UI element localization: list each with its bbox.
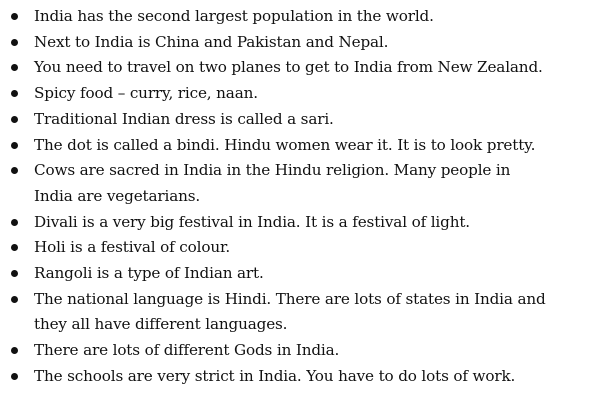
bullet-icon bbox=[11, 219, 18, 226]
bullet-icon bbox=[11, 90, 18, 97]
list-item-text: Cows are sacred in India in the Hindu religion. Many people in bbox=[34, 161, 511, 180]
bullet-icon bbox=[11, 296, 18, 303]
list-item-text: There are lots of different Gods in India. bbox=[34, 341, 340, 360]
list-item bbox=[8, 210, 608, 236]
list-item bbox=[8, 261, 608, 287]
list-item-text: Rangoli is a type of Indian art. bbox=[34, 264, 264, 283]
list-item-text: The schools are very strict in India. You have to do lots of work. bbox=[34, 366, 516, 385]
bullet-icon bbox=[11, 64, 18, 71]
list-item-text: India has the second largest population in the world. bbox=[34, 7, 434, 25]
list-item-text-continued: they all have different languages. bbox=[34, 315, 288, 334]
list-item-text: Holi is a festival of colour. bbox=[34, 238, 231, 257]
list-item bbox=[8, 4, 608, 30]
list-item bbox=[8, 287, 608, 338]
list-item bbox=[8, 107, 608, 133]
list-item bbox=[8, 30, 608, 56]
bullet-icon bbox=[11, 167, 18, 174]
list-item bbox=[8, 235, 608, 261]
list-item bbox=[8, 55, 608, 81]
list-item bbox=[8, 133, 608, 159]
bullet-icon bbox=[11, 13, 18, 20]
bullet-icon bbox=[11, 347, 18, 354]
list-item-text-continued: India are vegetarians. bbox=[34, 186, 201, 205]
bullet-icon bbox=[11, 373, 18, 380]
list-item-text: Spicy food – curry, rice, naan. bbox=[34, 84, 258, 103]
list-item bbox=[8, 81, 608, 107]
india-facts-list bbox=[8, 4, 608, 390]
list-item-text: The national language is Hindi. There are lots of states in India and bbox=[34, 289, 546, 308]
list-item bbox=[8, 364, 608, 390]
list-item-text: The dot is called a bindi. Hindu women wear it. It is to look pretty. bbox=[34, 135, 536, 154]
bullet-icon bbox=[11, 116, 18, 123]
list-item bbox=[8, 338, 608, 364]
list-item-text: Next to India is China and Pakistan and Nepal. bbox=[34, 32, 389, 51]
list-item bbox=[8, 158, 608, 209]
bullet-icon bbox=[11, 39, 18, 46]
list-item-text: Divali is a very big festival in India. It is a festival of light. bbox=[34, 212, 470, 231]
list-item-text: You need to travel on two planes to get to India from New Zealand. bbox=[34, 58, 543, 77]
bullet-icon bbox=[11, 270, 18, 277]
bullet-icon bbox=[11, 244, 18, 251]
bullet-icon bbox=[11, 142, 18, 149]
list-item-text: Traditional Indian dress is called a sari. bbox=[34, 109, 334, 128]
